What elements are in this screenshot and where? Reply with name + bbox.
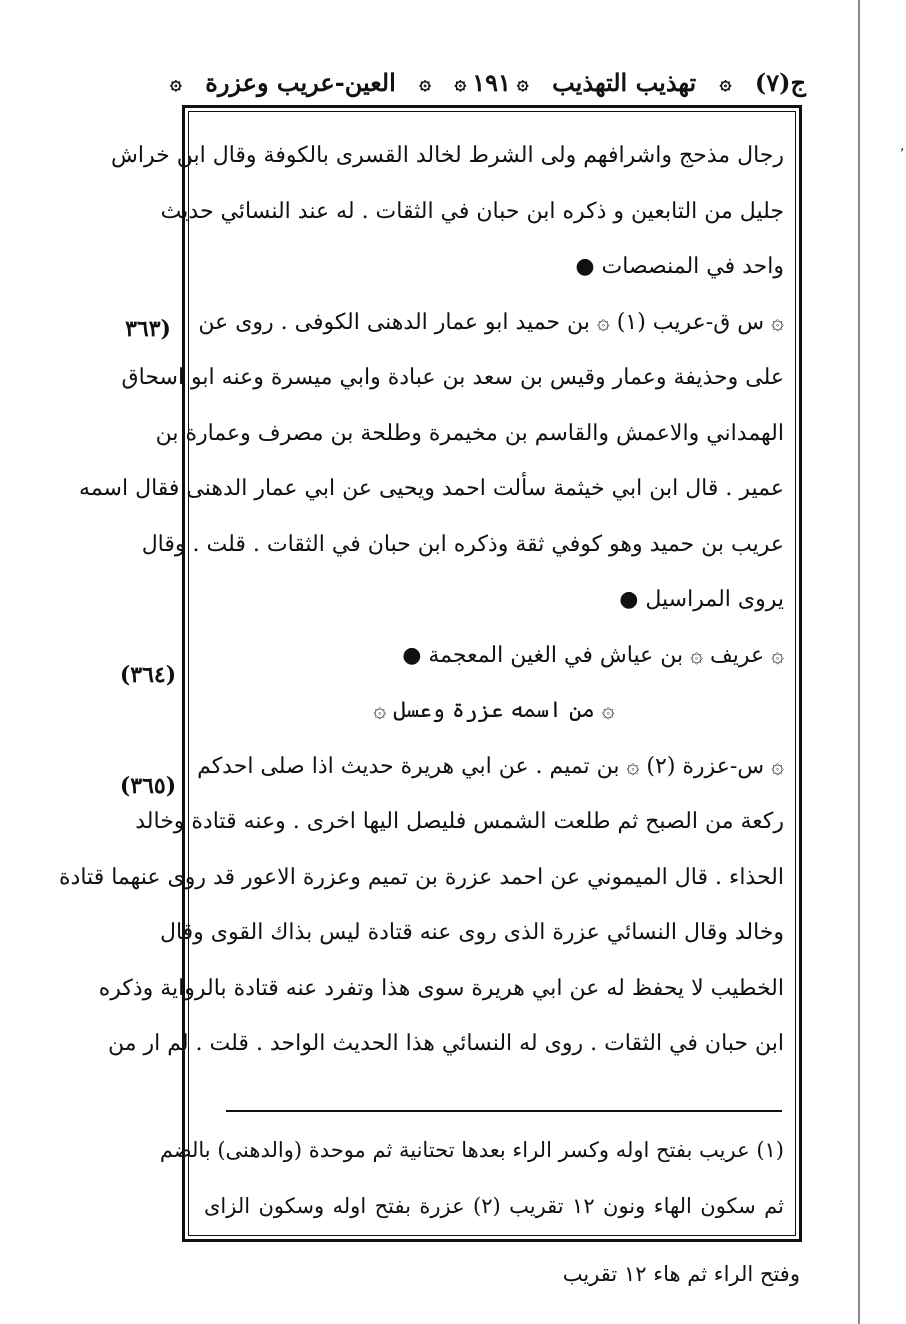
footnote-line: ثم سكون الهاء ونون ١٢ تقريب (٢) عزرة بفتح اوله وسكون الزاى — [204, 1193, 784, 1218]
text-line: ابن حبان في الثقات . روى له النسائي هذا الحديث الواحد . قلت . لم ار من — [107, 1031, 784, 1056]
header-page-group — [454, 68, 528, 97]
text-line: ۞ س ق-عريب (١) ۞ بن حميد ابو عمار الدهنى الكوفى . روى عن — [198, 309, 784, 335]
text-line: يروى المراسيل ● — [619, 587, 784, 612]
text-line: ۞ س-عزرة (٢) ۞ بن تميم . عن ابي هريرة حديث اذا صلى احدكم — [197, 753, 784, 779]
entry-number-364: (٣٦٤) — [119, 662, 177, 688]
text-line: الهمداني والاعمش والقاسم بن مخيمرة وطلحة بن مصرف وعمارة بن — [155, 420, 784, 446]
margin-mark: , — [900, 138, 905, 154]
header-ornament-5: ۞ — [170, 70, 182, 94]
footnotes — [159, 1125, 784, 1236]
text-line: ۞ عريف ۞ بن عياش في الغين المعجمة ● — [402, 642, 784, 668]
section-heading: ۞ من اسمه عزرة وعسل ۞ — [373, 698, 615, 723]
text-line: على وحذيفة وعمار وقيس بن سعد بن عبادة وابي ميسرة وعنه ابو اسحاق — [121, 365, 784, 390]
header-volume: ج(٧) — [754, 67, 806, 97]
footnote-line: (١) عريب بفتح اوله وكسر الراء بعدها تحتانية ثم موحدة (والدهنى) بالضم — [159, 1138, 784, 1162]
text-line: الحذاء . قال الميموني عن احمد عزرة بن تميم وعزرة الاعور قد روى عنهما قتادة — [59, 864, 784, 890]
header-ornament-4: ۞ — [419, 70, 431, 94]
entry-number-365: (٣٦٥) — [119, 773, 177, 799]
header-ornament-3: ۞ — [454, 70, 467, 94]
footnote-continuation: وفتح الراء ثم هاء ١٢ تقريب — [562, 1262, 800, 1286]
text-line: عمير . قال ابن ابي خيثمة سألت احمد ويحيى عن ابي عمار الدهنى فقال اسمه — [79, 476, 784, 501]
text-line: جليل من التابعين و ذكره ابن حبان في الثقات . له عند النسائي حديث — [160, 198, 784, 224]
text-line: واحد في المنصصات ● — [575, 254, 784, 279]
header-ornament-1: ۞ — [719, 70, 732, 94]
entry-number-363: (٣٦٣ — [125, 316, 171, 342]
running-header — [170, 62, 806, 102]
text-line: عريب بن حميد وهو كوفي ثقة وذكره ابن حبان في الثقات . قلت . وقال — [141, 531, 784, 557]
footnote-divider — [226, 1110, 782, 1112]
text-line: رجال مذحج واشرافهم ولى الشرط لخالد القسرى بالكوفة وقال ابن خراش — [111, 143, 784, 168]
page-edge-rule — [858, 0, 860, 1324]
header-book-title: تهذيب التهذيب — [552, 67, 697, 97]
header-page-number: ١٩١ — [472, 67, 511, 97]
header-ornament-2: ۞ — [516, 70, 529, 94]
text-line: ركعة من الصبح ثم طلعت الشمس فليصل اليها اخرى . وعنه قتادة وخالد — [135, 809, 784, 834]
text-line: وخالد وقال النسائي عزرة الذى روى عنه قتادة ليس بذاك القوى وقال — [159, 920, 784, 945]
header-section: العين-عريب وعزرة — [205, 67, 396, 97]
text-line: الخطيب لا يحفظ له عن ابي هريرة سوى هذا وتفرد عنه قتادة بالرواية وذكره — [98, 975, 784, 1001]
